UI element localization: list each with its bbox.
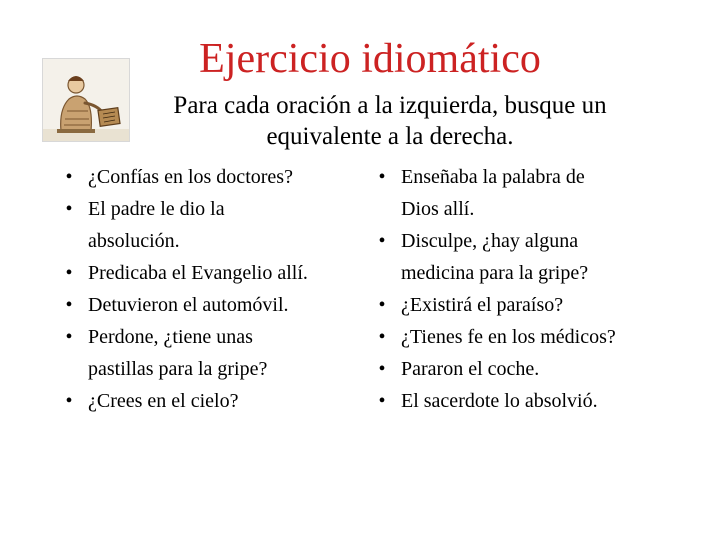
list-item-text: Dios allí. (401, 198, 475, 220)
list-item-text: Enseñaba la palabra de (401, 166, 585, 188)
list-item-text: ¿Confías en los doctores? (88, 166, 293, 188)
list-item (373, 385, 673, 417)
list-item (60, 289, 360, 321)
bullet-icon: • (65, 166, 73, 188)
list-item (60, 193, 360, 257)
right-sentence-list (373, 161, 673, 417)
bullet-icon: • (65, 326, 73, 348)
list-item-text: Disculpe, ¿hay alguna (401, 230, 579, 252)
list-item-text: Detuvieron el automóvil. (88, 294, 289, 316)
list-item-text: ¿Existirá el paraíso? (401, 294, 564, 316)
list-item-text: ¿Crees en el cielo? (88, 390, 239, 412)
list-item-text: Pararon el coche. (401, 358, 540, 380)
bullet-icon: • (65, 390, 73, 412)
bullet-icon: • (65, 198, 73, 220)
list-item-text: Predicaba el Evangelio allí. (88, 262, 308, 284)
bullet-icon: • (378, 230, 386, 252)
bullet-icon: • (65, 262, 73, 284)
slide-title: Ejercicio idiomático (199, 36, 541, 82)
list-item-text: pastillas para la gripe? (88, 358, 268, 380)
bullet-icon: • (378, 326, 386, 348)
subtitle-line: equivalente a la derecha. (266, 123, 514, 150)
list-item-text: El sacerdote lo absolvió. (401, 390, 598, 412)
bullet-icon: • (65, 294, 73, 316)
list-item (373, 289, 673, 321)
list-item (60, 385, 360, 417)
list-item (60, 321, 360, 385)
list-item (373, 225, 673, 289)
bullet-icon: • (378, 166, 386, 188)
list-item (373, 353, 673, 385)
scribe-writing-icon (42, 58, 130, 142)
list-item (60, 257, 360, 289)
list-item-text: medicina para la gripe? (401, 262, 589, 284)
list-item-text: absolución. (88, 230, 180, 252)
list-item-text: El padre le dio la (88, 198, 225, 220)
bullet-icon: • (378, 294, 386, 316)
list-item (60, 161, 360, 193)
list-item-text: ¿Tienes fe en los médicos? (401, 326, 616, 348)
list-item (373, 321, 673, 353)
slide-subtitle (130, 90, 650, 152)
list-item-text: Perdone, ¿tiene unas (88, 326, 253, 348)
bullet-icon: • (378, 358, 386, 380)
subtitle-line: Para cada oración a la izquierda, busque un (173, 92, 607, 119)
list-item (373, 161, 673, 225)
bullet-icon: • (378, 390, 386, 412)
left-sentence-list (60, 161, 360, 417)
